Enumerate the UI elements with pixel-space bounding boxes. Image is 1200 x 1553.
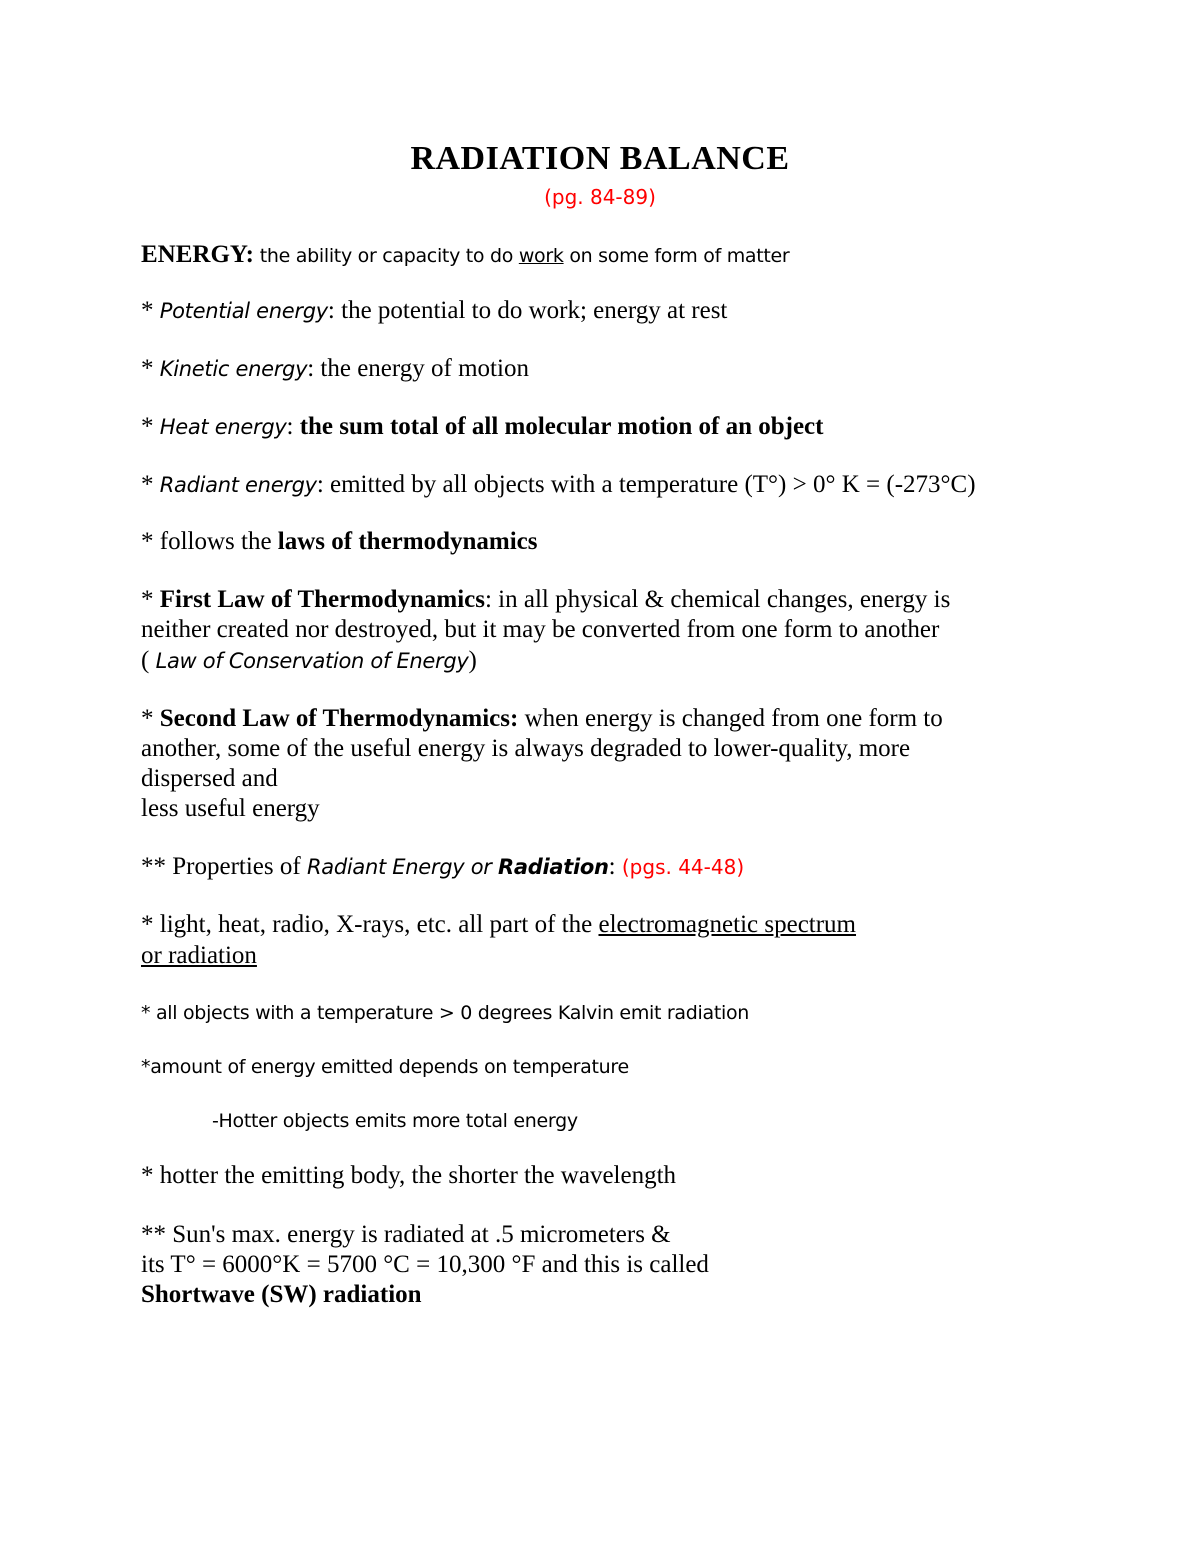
first-law-label: First Law of Thermodynamics [159,586,485,613]
bullet-star: * [141,413,160,440]
energy-work-term: work [518,245,564,267]
laws-prefix: * follows the [141,528,278,555]
energy-text-b: on some form of matter [563,245,790,267]
potential-text: the potential to do work; energy at rest [334,297,728,324]
laws-item [141,527,1041,557]
bullet-star: * [141,705,160,732]
colon: : [286,413,294,440]
spectrum-line-1 [141,910,1041,940]
properties-prefix: ** Properties of [141,853,307,880]
properties-colon: : [608,853,622,880]
page-reference: (pg. 84-89) [544,185,656,209]
first-law-line-2: neither created nor destroyed, but it may be converted from one form to another [141,616,940,643]
page-title: RADIATION BALANCE [410,140,790,177]
second-law-line-2: another, some of the useful energy is always degraded to lower-quality, more [141,735,911,762]
energy-label: ENERGY: [141,241,254,268]
conservation-term: Law of Conservation of Energy [155,649,469,673]
sun-line-3 [141,1280,1041,1310]
paren-open: ( [141,647,156,674]
paren-close: ) [468,647,477,674]
potential-energy-item [141,296,1041,326]
second-law-text-1: when energy is changed from one form to [518,705,943,732]
second-law-line-1 [141,704,1041,734]
second-law-label: Second Law of Thermodynamics: [159,705,519,732]
spectrum-text: * light, heat, radio, X-rays, etc. all part of the [141,911,599,938]
radiation-term: Radiation [498,855,609,879]
potential-term: Potential energy [159,299,328,323]
first-law-line-3 [141,646,1041,676]
properties-page-reference: (pgs. 44-48) [621,855,745,879]
radiant-energy-item [141,470,1041,500]
energy-definition [141,240,1041,271]
radiant-text: emitted by all objects with a temperature (T°) > 0° K = (-273°C) [323,471,976,498]
radiant-energy-term: Radiant Energy or [306,855,498,879]
all-objects-item: * all objects with a temperature > 0 degrees Kalvin emit radiation [141,1002,750,1024]
second-law-line-4: less useful energy [141,795,320,822]
kinetic-term: Kinetic energy [159,357,308,381]
properties-heading [141,852,1041,882]
colon: : [327,297,335,324]
hotter-body-item: * hotter the emitting body, the shorter the wavelength [141,1162,677,1189]
spectrum-line-2 [141,941,1041,971]
heat-energy-item [141,412,1041,442]
bullet-star: * [141,355,160,382]
energy-text-a: the ability or capacity to do [254,245,519,267]
bullet-star: * [141,586,160,613]
laws-bold: laws of thermodynamics [277,528,538,555]
kinetic-text: the energy of motion [314,355,529,382]
sun-line-2: its T° = 6000°K = 5700 °C = 10,300 °F and this is called [141,1251,709,1278]
colon: : [307,355,315,382]
sun-line-1: ** Sun's max. energy is radiated at .5 micrometers & [141,1221,671,1248]
kinetic-energy-item [141,354,1041,384]
spectrum-underlined-1: electromagnetic spectrum [598,911,857,938]
spectrum-underlined-2: or radiation [141,942,257,969]
first-law-line-1 [141,585,1041,615]
shortwave-radiation-term: Shortwave (SW) radiation [141,1281,422,1308]
bullet-star: * [141,297,160,324]
radiant-term: Radiant energy [159,473,317,497]
bullet-star: * [141,471,160,498]
hotter-objects-subitem: -Hotter objects emits more total energy [212,1110,578,1132]
amount-item: *amount of energy emitted depends on temperature [141,1056,629,1078]
heat-text: the sum total of all molecular motion of an object [293,413,824,440]
heat-term: Heat energy [159,415,287,439]
first-law-text-1: : in all physical & chemical changes, energy is [484,586,951,613]
colon: : [316,471,324,498]
second-law-line-3: dispersed and [141,765,278,792]
